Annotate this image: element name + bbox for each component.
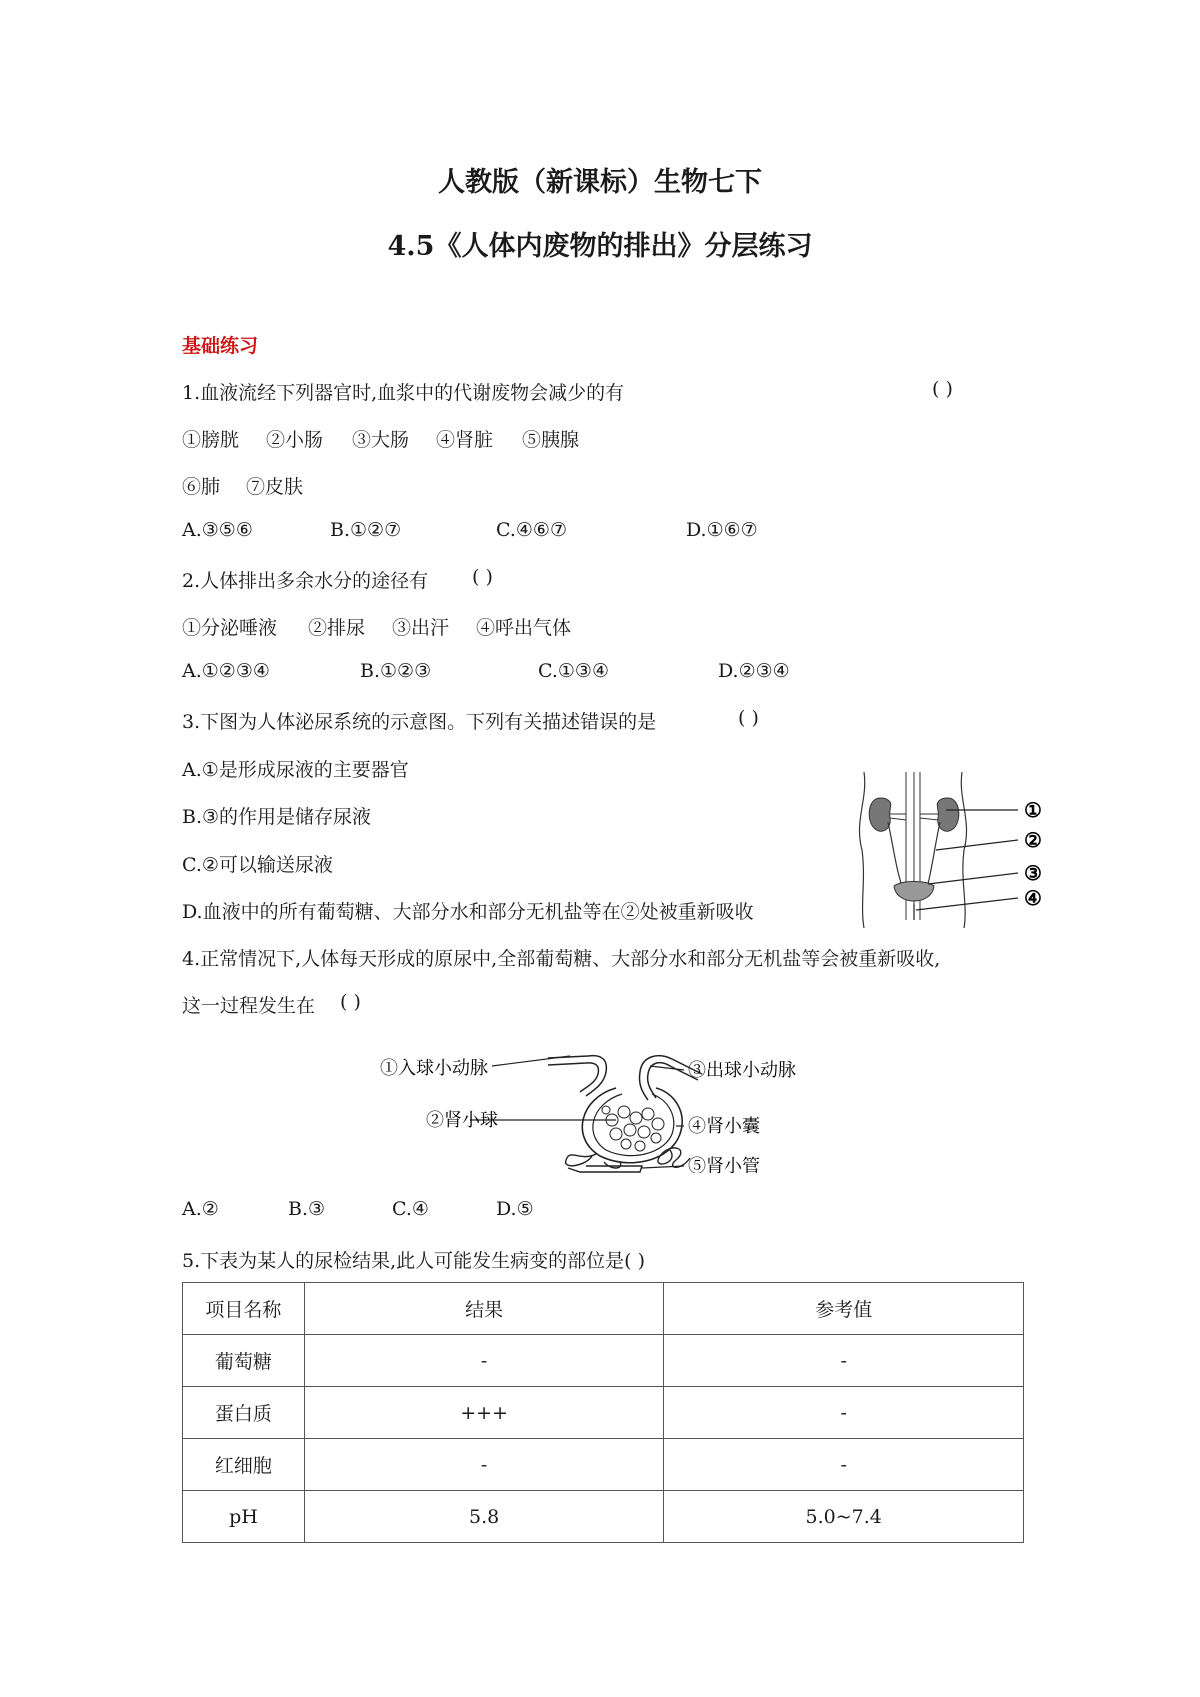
table-cell: 5.0~7.4: [664, 1491, 1024, 1543]
question-4-option-b[interactable]: B.③: [288, 1198, 326, 1220]
table-cell: -: [664, 1335, 1024, 1387]
table-cell: pH: [183, 1491, 305, 1543]
table-row: [183, 1439, 1024, 1491]
question-1-item: ⑤胰腺: [522, 429, 580, 451]
question-1-item: ⑥肺: [182, 476, 221, 498]
question-1-option-a[interactable]: A.③⑤⑥: [182, 519, 253, 541]
question-4-option-d[interactable]: D.⑤: [496, 1198, 534, 1220]
question-5-stem: 5.下表为某人的尿检结果,此人可能发生病变的部位是( ): [182, 1250, 646, 1272]
figure-label-glomerulus: ②肾小球: [426, 1110, 498, 1131]
question-4-option-a[interactable]: A.②: [182, 1198, 219, 1220]
table-cell: -: [304, 1439, 664, 1491]
page-subtitle: 4.5《人体内废物的排出》分层练习: [387, 231, 813, 262]
table-cell: -: [664, 1387, 1024, 1439]
table-row: [183, 1491, 1024, 1543]
question-1-answer-blank: ( ): [932, 378, 953, 400]
figure-label-3: ③: [1024, 861, 1042, 885]
question-3-option-d[interactable]: D.血液中的所有葡萄糖、大部分水和部分无机盐等在②处被重新吸收: [182, 901, 754, 923]
question-2-option-b[interactable]: B.①②③: [360, 660, 432, 682]
figure-label-2: ②: [1024, 828, 1042, 852]
question-2-option-c[interactable]: C.①③④: [538, 660, 609, 682]
figure-label-1: ①: [1024, 798, 1042, 822]
table-cell: 蛋白质: [183, 1387, 305, 1439]
figure-label-renal-capsule: ④肾小囊: [688, 1116, 760, 1137]
question-1-option-b[interactable]: B.①②⑦: [330, 519, 402, 541]
question-1-item: ②小肠: [266, 429, 324, 451]
question-1-option-d[interactable]: D.①⑥⑦: [686, 519, 758, 541]
table-cell: -: [664, 1439, 1024, 1491]
question-2-item: ④呼出气体: [476, 617, 572, 639]
question-2-stem: 2.人体排出多余水分的途径有: [182, 570, 429, 592]
figure-label-afferent-arteriole: ①入球小动脉: [380, 1058, 488, 1079]
table-row: [183, 1387, 1024, 1439]
question-2-item: ③出汗: [392, 617, 450, 639]
question-4-option-c[interactable]: C.④: [392, 1198, 429, 1220]
figure-label-renal-tubule: ⑤肾小管: [688, 1156, 760, 1173]
question-4-stem: 4.正常情况下,人体每天形成的原尿中,全部葡萄糖、大部分水和部分无机盐等会被重新吸收,: [182, 948, 941, 970]
table-header-cell: 参考值: [664, 1283, 1024, 1335]
table-cell: 红细胞: [183, 1439, 305, 1491]
urinalysis-table: [182, 1282, 1024, 1543]
table-header-cell: 项目名称: [183, 1283, 305, 1335]
question-1-item: ③大肠: [352, 429, 410, 451]
figure-label-efferent-arteriole: ③出球小动脉: [688, 1060, 796, 1081]
question-2-item: ①分泌唾液: [182, 617, 278, 639]
page-title: 人教版（新课标）生物七下: [438, 167, 762, 198]
table-row: [183, 1335, 1024, 1387]
question-3-option-b[interactable]: B.③的作用是储存尿液: [182, 806, 372, 828]
nephron-diagram: [380, 1038, 840, 1173]
question-3-answer-blank: ( ): [738, 707, 759, 729]
question-1-item: ①膀胱: [182, 429, 240, 451]
question-1-option-c[interactable]: C.④⑥⑦: [496, 519, 567, 541]
question-3-stem: 3.下图为人体泌尿系统的示意图。下列有关描述错误的是: [182, 711, 657, 733]
table-header-row: [183, 1283, 1024, 1335]
section-label: 基础练习: [182, 335, 259, 357]
question-2-option-a[interactable]: A.①②③④: [182, 660, 270, 682]
question-2-item: ②排尿: [308, 617, 366, 639]
table-cell: 5.8: [304, 1491, 664, 1543]
figure-label-4: ④: [1024, 886, 1042, 910]
table-cell: 葡萄糖: [183, 1335, 305, 1387]
question-3-option-c[interactable]: C.②可以输送尿液: [182, 854, 333, 876]
table-cell: -: [304, 1335, 664, 1387]
question-2-answer-blank: ( ): [472, 566, 493, 588]
question-3-option-a[interactable]: A.①是形成尿液的主要器官: [182, 759, 409, 781]
question-4-stem-continued: 这一过程发生在: [182, 995, 316, 1017]
urinary-system-diagram: [850, 770, 1080, 930]
question-1-stem: 1.血液流经下列器官时,血浆中的代谢废物会减少的有: [182, 382, 625, 404]
question-1-item: ⑦皮肤: [246, 476, 304, 498]
table-header-cell: 结果: [304, 1283, 664, 1335]
question-4-answer-blank: ( ): [340, 991, 361, 1013]
question-2-option-d[interactable]: D.②③④: [718, 660, 790, 682]
table-cell: +++: [304, 1387, 664, 1439]
question-1-item: ④肾脏: [436, 429, 494, 451]
